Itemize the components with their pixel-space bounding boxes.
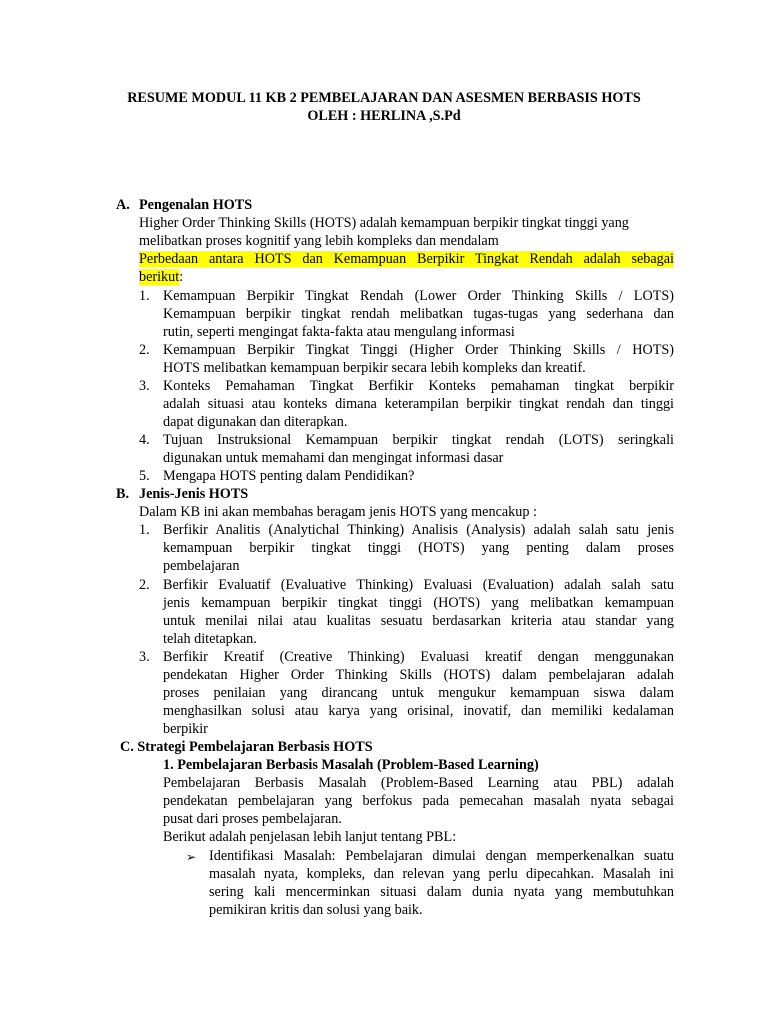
arrow-bullet-icon: ➢ — [186, 850, 197, 864]
document-title-line1: RESUME MODUL 11 KB 2 PEMBELAJARAN DAN ASESMEN BERBASIS HOTS — [127, 90, 641, 106]
list-item-line: HOTS melibatkan kemampuan berpikir secara lebih kompleks dan kreatif. — [163, 360, 586, 376]
list-item-line: proses penilaian yang dirancang untuk mengukur kemampuan siswa dalam — [163, 685, 674, 701]
list-item-line: Konteks Pemahaman Tingkat Berfikir Konteks pemahaman tingkat berpikir — [163, 378, 674, 394]
section-b-marker: B. — [116, 486, 130, 502]
list-item-line: rutin, seperti mengingat fakta-fakta atau mengulang informasi — [163, 324, 515, 340]
paragraph-line: pendekatan pembelajaran yang berfokus pada pemecahan masalah nyata sebagai — [163, 793, 674, 809]
list-item-line: Berfikir Evaluatif (Evaluative Thinking) Evaluasi (Evaluation) adalah salah satu — [163, 577, 674, 593]
section-a-intro-line: Higher Order Thinking Skills (HOTS) adalah kemampuan berpikir tingkat tinggi yang — [139, 215, 629, 231]
section-b-heading: Jenis-Jenis HOTS — [139, 486, 249, 502]
list-item-line: Berfikir Analitis (Analytichal Thinking) Analisis (Analysis) adalah salah satu jenis — [163, 522, 674, 538]
list-number: 2. — [139, 342, 150, 358]
bullet-line: Identifikasi Masalah: Pembelajaran dimulai dengan memperkenalkan suatu — [209, 848, 674, 864]
list-number: 4. — [139, 432, 150, 448]
section-a-intro-line: melibatkan proses kognitif yang lebih kompleks dan mendalam — [139, 233, 499, 249]
paragraph-line: Berikut adalah penjelasan lebih lanjut tentang PBL: — [163, 829, 457, 845]
bullet-line: sering kali mencerminkan situasi dalam dunia nyata yang membutuhkan — [209, 884, 674, 900]
list-number: 2. — [139, 577, 150, 593]
section-b-intro: Dalam KB ini akan membahas beragam jenis HOTS yang mencakup : — [139, 504, 537, 520]
paragraph-line: pusat dari proses pembelajaran. — [163, 811, 342, 827]
bullet-line: masalah nyata, kompleks, dan relevan yang perlu dipecahkan. Masalah ini — [209, 866, 674, 882]
list-item-line: Berfikir Kreatif (Creative Thinking) Evaluasi kreatif dengan menggunakan — [163, 649, 674, 665]
list-number: 1. — [139, 522, 150, 538]
section-c-subheading: 1. Pembelajaran Berbasis Masalah (Problem-Based Learning) — [163, 757, 539, 773]
list-item-line: digunakan untuk memahami dan mengingat informasi dasar — [163, 450, 504, 466]
bullet-line: pemikiran kritis dan solusi yang baik. — [209, 902, 423, 918]
section-a-marker: A. — [116, 197, 130, 213]
list-item-line: pendekatan Higher Order Thinking Skills (HOTS) dalam pembelajaran adalah — [163, 667, 674, 683]
list-item-line: dapat digunakan dan diterapkan. — [163, 414, 348, 430]
section-c-heading: C. Strategi Pembelajaran Berbasis HOTS — [120, 739, 373, 755]
list-number: 3. — [139, 649, 150, 665]
list-item-line: pembelajaran — [163, 558, 240, 574]
list-item-line: Kemampuan Berpikir Tingkat Rendah (Lower Order Thinking Skills / LOTS) — [163, 288, 674, 304]
document-title-line2: OLEH : HERLINA ,S.Pd — [307, 108, 461, 124]
list-item-line: Tujuan Instruksional Kemampuan berpikir tingkat rendah (LOTS) seringkali — [163, 432, 674, 448]
list-number: 3. — [139, 378, 150, 394]
list-item-line: menghasilkan solusi atau karya yang orisinal, inovatif, dan memiliki kedalaman — [163, 703, 674, 719]
list-item-line: berpikir — [163, 721, 208, 737]
highlighted-text: Perbedaan antara HOTS dan Kemampuan Berpikir Tingkat Rendah adalah sebagai — [139, 251, 674, 267]
highlighted-text: berikut: — [139, 269, 184, 285]
list-number: 1. — [139, 288, 150, 304]
list-item-line: Kemampuan berpikir tingkat rendah melibatkan tugas-tugas yang sederhana dan — [163, 306, 674, 322]
paragraph-line: Pembelajaran Berbasis Masalah (Problem-Based Learning atau PBL) adalah — [163, 775, 674, 791]
list-item-line: adalah situasi atau konteks dimana keterampilan berpikir tingkat rendah dan tinggi — [163, 396, 674, 412]
list-item-line: Kemampuan Berpikir Tingkat Tinggi (Higher Order Thinking Skills / HOTS) — [163, 342, 674, 358]
section-a-heading: Pengenalan HOTS — [139, 197, 253, 213]
list-number: 5. — [139, 468, 150, 484]
list-item-line: Mengapa HOTS penting dalam Pendidikan? — [163, 468, 415, 484]
list-item-line: kemampuan berpikir tingkat tinggi (HOTS) yang penting dalam proses — [163, 540, 674, 556]
list-item-line: jenis kemampuan berpikir tingkat tinggi (HOTS) yang melibatkan kemampuan — [163, 595, 674, 611]
list-item-line: untuk menilai nilai atau kualitas sesuatu berdasarkan kriteria atau standar yang — [163, 613, 674, 629]
list-item-line: telah ditetapkan. — [163, 631, 257, 647]
